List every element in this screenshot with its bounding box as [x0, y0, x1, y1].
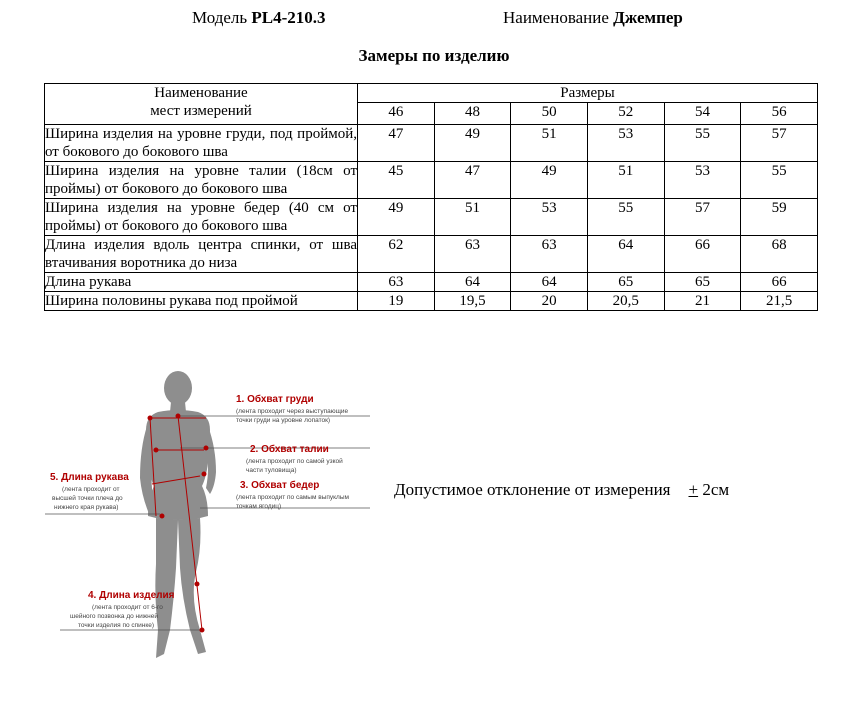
annotation-3-title: 3. Обхват бедер — [240, 480, 320, 491]
measurement-value: 65 — [664, 273, 741, 292]
marker-dot — [154, 448, 158, 452]
annotation-2-note: (лента проходит по самой узкой — [246, 458, 343, 465]
measurement-value: 51 — [511, 125, 588, 162]
size-header-cell: 46 — [358, 103, 435, 125]
measurement-value: 62 — [358, 236, 435, 273]
table-row — [45, 162, 818, 199]
marker-dot — [204, 446, 208, 450]
annotation-5-note: нижнего края рукава) — [54, 504, 119, 511]
measurement-label: Ширина изделия на уровне груди, под проймой, от бокового до бокового шва — [45, 126, 357, 160]
measurement-value: 59 — [741, 199, 818, 236]
measurement-value: 57 — [741, 125, 818, 162]
measurement-value: 49 — [511, 162, 588, 199]
annotation-1-note: (лента проходит через выступающие — [236, 408, 349, 415]
annotation-4-note: точки изделия по спинке) — [78, 622, 155, 629]
marker-dot — [200, 628, 204, 632]
header-measure-name — [45, 84, 358, 125]
measurement-value: 45 — [358, 162, 435, 199]
table-row — [45, 273, 818, 292]
measurement-value: 55 — [587, 199, 664, 236]
measurement-value: 63 — [434, 236, 511, 273]
measurement-value: 51 — [434, 199, 511, 236]
measurement-value: 47 — [358, 125, 435, 162]
marker-dot — [202, 472, 206, 476]
measurement-value: 66 — [741, 273, 818, 292]
measurement-value: 65 — [587, 273, 664, 292]
table-row — [45, 125, 818, 162]
measurement-value: 64 — [587, 236, 664, 273]
measurement-value: 68 — [741, 236, 818, 273]
header-name-line1: Наименование — [154, 85, 248, 101]
annotation-5-note: (лента проходит от — [62, 486, 120, 493]
measurements-table — [44, 83, 818, 311]
measurement-value: 53 — [664, 162, 741, 199]
annotation-4-note: (лента проходит от 6-го — [92, 604, 163, 611]
body-silhouette-diagram — [40, 368, 380, 668]
measurement-value: 53 — [511, 199, 588, 236]
model-value: PL4-210.3 — [251, 8, 326, 27]
measurement-value: 64 — [434, 273, 511, 292]
measurement-value: 47 — [434, 162, 511, 199]
measurement-label: Длина изделия вдоль центра спинки, от шва втачивания воротника до низа — [45, 237, 357, 271]
measurement-value: 19,5 — [434, 292, 511, 311]
tolerance-value: 2см — [698, 480, 730, 499]
measurement-figure — [40, 368, 380, 668]
measurement-label: Ширина половины рукава под проймой — [45, 292, 358, 311]
measurement-label: Ширина изделия на уровне бедер (40 см от проймы) от бокового до бокового шва — [45, 200, 357, 234]
annotation-3-note: (лента проходит по самым выпуклым — [236, 494, 349, 501]
annotation-2-title: 2. Обхват талии — [250, 444, 329, 455]
table-row — [45, 199, 818, 236]
annotation-5-title: 5. Длина рукава — [50, 472, 129, 483]
measurement-value: 64 — [511, 273, 588, 292]
measurement-value: 20,5 — [587, 292, 664, 311]
measurement-value: 55 — [741, 162, 818, 199]
measurement-value: 21 — [664, 292, 741, 311]
model-prefix: Модель — [192, 8, 252, 27]
annotation-2-note: части туловища) — [246, 467, 297, 474]
measurement-label: Ширина изделия на уровне талии (18см от проймы) от бокового до бокового шва — [45, 163, 357, 197]
table-row — [45, 292, 818, 311]
header-name-line2: мест измерений — [150, 103, 252, 119]
measurement-value: 19 — [358, 292, 435, 311]
tolerance-note — [394, 480, 729, 500]
marker-dot — [195, 582, 199, 586]
measurement-label: Длина рукава — [45, 273, 358, 292]
size-header-cell: 56 — [741, 103, 818, 125]
product-name-heading — [503, 8, 683, 28]
table-header-row — [45, 84, 818, 103]
marker-dot — [176, 414, 180, 418]
marker-dot — [160, 514, 164, 518]
measurement-value: 57 — [664, 199, 741, 236]
annotation-4-title: 4. Длина изделия — [88, 590, 175, 601]
header-sizes: Размеры — [358, 84, 818, 103]
model-heading — [192, 8, 326, 28]
measurement-value: 20 — [511, 292, 588, 311]
size-header-cell: 52 — [587, 103, 664, 125]
annotation-1-title: 1. Обхват груди — [236, 394, 314, 405]
measurement-value: 21,5 — [741, 292, 818, 311]
table-row — [45, 236, 818, 273]
measurement-value: 49 — [434, 125, 511, 162]
measurement-value: 63 — [358, 273, 435, 292]
name-prefix: Наименование — [503, 8, 614, 27]
section-title: Замеры по изделию — [358, 46, 510, 65]
measurement-value: 66 — [664, 236, 741, 273]
size-header-cell: 48 — [434, 103, 511, 125]
size-header-cell: 50 — [511, 103, 588, 125]
measurement-value: 49 — [358, 199, 435, 236]
name-value: Джемпер — [613, 8, 683, 27]
size-header-cell: 54 — [664, 103, 741, 125]
annotation-5-note: высшей точки плеча до — [52, 495, 123, 502]
measurement-value: 55 — [664, 125, 741, 162]
measurement-value: 63 — [511, 236, 588, 273]
annotation-4-note: шейного позвонка до нижней — [70, 613, 158, 620]
annotation-1-note: точки груди на уровне лопаток) — [236, 417, 331, 424]
marker-dot — [148, 416, 152, 420]
annotation-3-note: точкам ягодиц) — [236, 503, 282, 510]
measurement-value: 51 — [587, 162, 664, 199]
plus-minus-sign: + — [688, 480, 699, 499]
tolerance-label: Допустимое отклонение от измерения — [394, 480, 671, 499]
measurement-value: 53 — [587, 125, 664, 162]
